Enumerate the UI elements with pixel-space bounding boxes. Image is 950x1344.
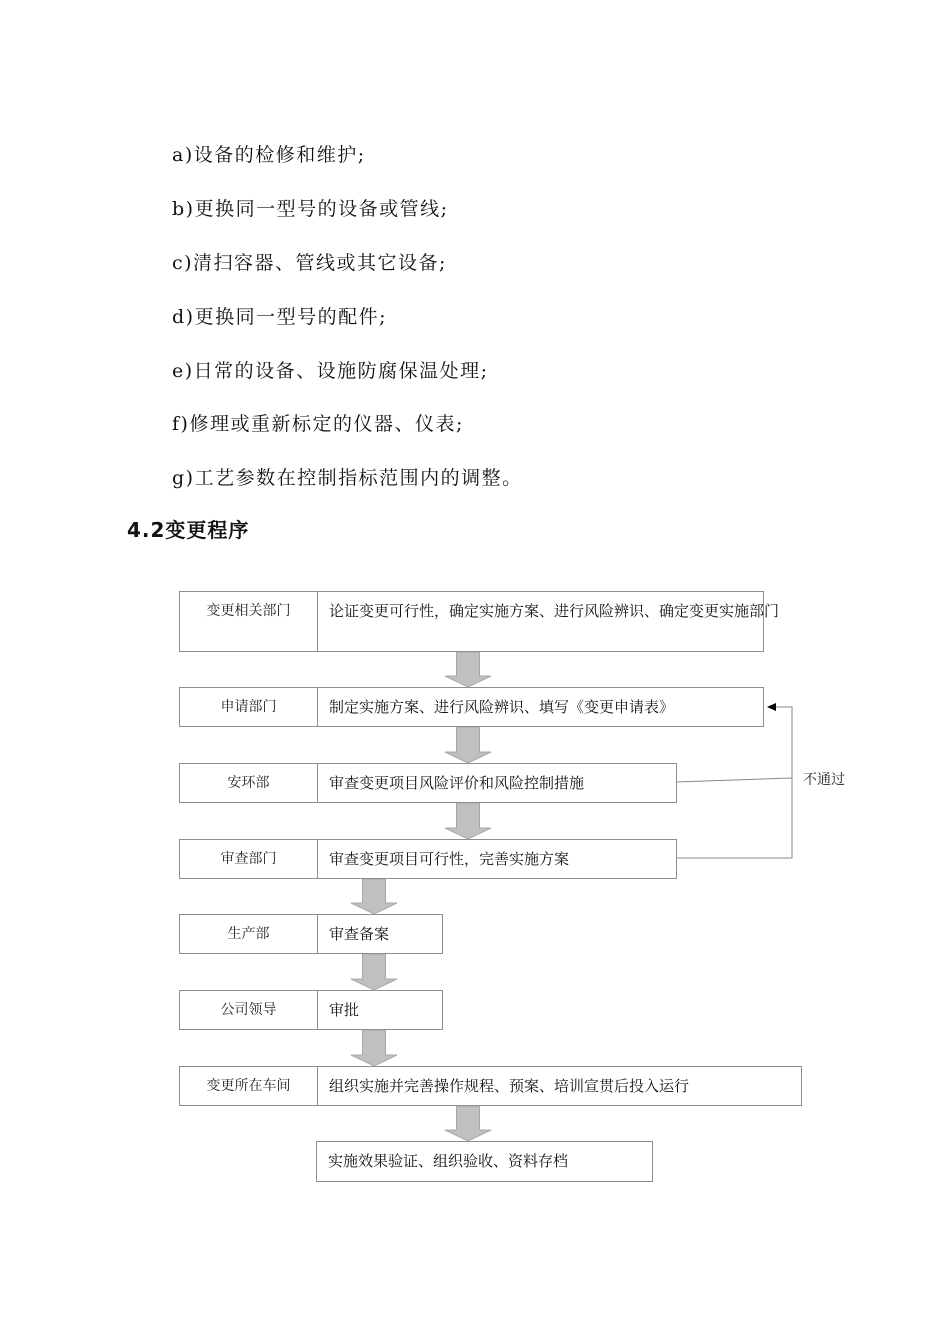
- list-item-c: c)清扫容器、管线或其它设备;: [172, 252, 447, 274]
- step-2-task: 制定实施方案、进行风险辨识、填写《变更申请表》: [317, 687, 764, 727]
- step-4-task: 审查变更项目可行性，完善实施方案: [317, 839, 677, 879]
- flow-arrow-2: [445, 727, 491, 763]
- feedback-branch-line: [676, 778, 792, 782]
- list-item-e: e)日常的设备、设施防腐保温处理;: [172, 360, 489, 382]
- flow-arrow-5: [351, 954, 397, 990]
- feedback-label: 不通过: [803, 772, 845, 788]
- flow-arrow-3: [445, 803, 491, 839]
- step-1-dept: 变更相关部门: [179, 591, 318, 652]
- list-item-b: b)更换同一型号的设备或管线;: [172, 198, 449, 220]
- section-heading: 4.2变更程序: [127, 518, 250, 542]
- list-item-a: a)设备的检修和维护;: [172, 144, 366, 166]
- step-5-task: 审查备案: [317, 914, 443, 954]
- step-6-dept: 公司领导: [179, 990, 318, 1030]
- list-item-g: g)工艺参数在控制指标范围内的调整。: [172, 467, 523, 489]
- step-7-task: 组织实施并完善操作规程、预案、培训宣贯后投入运行: [317, 1066, 802, 1106]
- list-item-d: d)更换同一型号的配件;: [172, 306, 387, 328]
- step-8-task: 实施效果验证、组织验收、资料存档: [316, 1141, 653, 1182]
- list-item-f: f)修理或重新标定的仪器、仪表;: [172, 413, 464, 435]
- flow-arrow-1: [445, 652, 491, 687]
- step-3-task: 审查变更项目风险评价和风险控制措施: [317, 763, 677, 803]
- step-1-task: 论证变更可行性，确定实施方案、进行风险辨识、确定变更实施部门: [317, 591, 764, 652]
- step-2-dept: 申请部门: [179, 687, 318, 727]
- step-4-dept: 审查部门: [179, 839, 318, 879]
- flow-arrow-6: [351, 1030, 397, 1066]
- step-3-dept: 安环部: [179, 763, 318, 803]
- step-5-dept: 生产部: [179, 914, 318, 954]
- step-6-task: 审批: [317, 990, 443, 1030]
- feedback-loop-line: [676, 707, 792, 858]
- flow-arrow-7: [445, 1106, 491, 1141]
- step-7-dept: 变更所在车间: [179, 1066, 318, 1106]
- flow-arrow-4: [351, 879, 397, 914]
